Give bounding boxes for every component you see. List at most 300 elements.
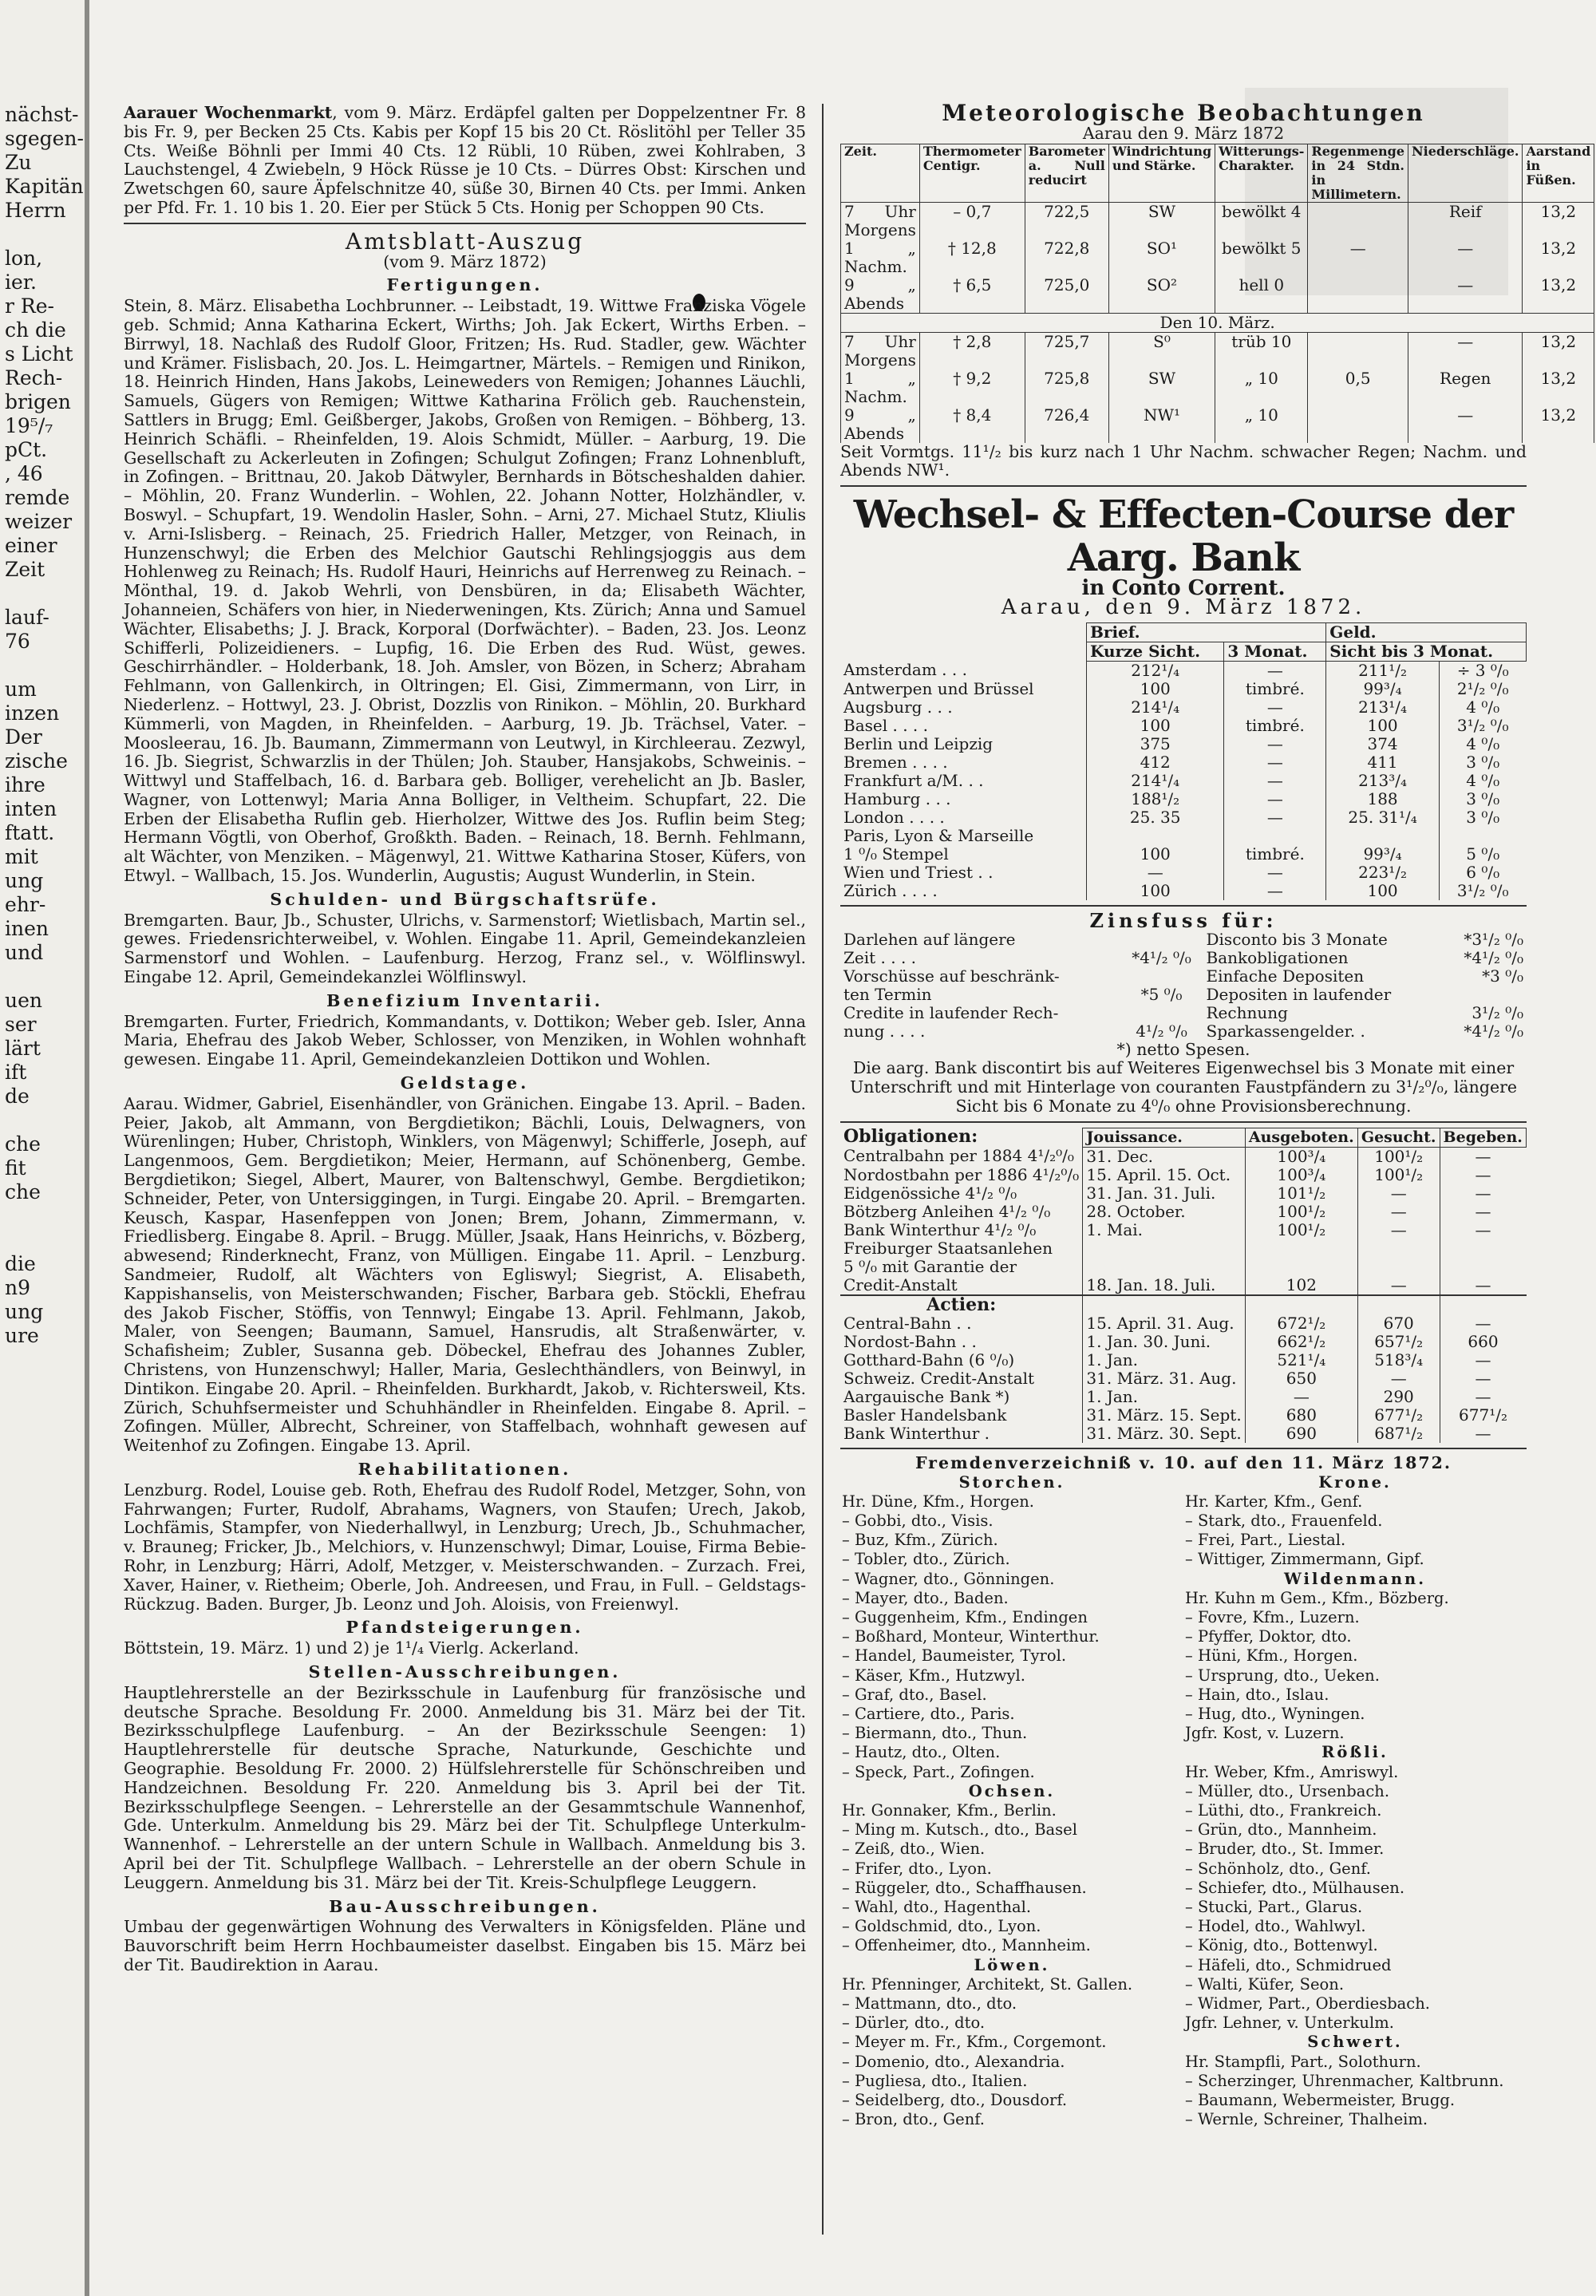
col-ausgeboten: Ausgeboten.	[1245, 1128, 1357, 1147]
rate-cell	[1224, 827, 1326, 845]
rate-cell: Paris, Lyon & Marseille	[843, 825, 1034, 845]
margin-fragment: mit	[5, 845, 38, 868]
stellen-text: Hauptlehrerstelle an der Bezirksschule in Laufenburg für französische und deutsche Sprache. Besoldung Fr. 2000. Anmeldung bis 31. März bei der Tit. Bezirksschulpflege Laufenburg. – An der Bezirksschule Seengen: 1) Hauptlehrerstelle für deutsche Sprache, Naturkunde, Geschichte und Geographie. Besoldung Fr. 2000. 2) Hülfslehrerstelle für Schönschreiben und Handzeichnen. Besoldung Fr. 220. Anmeldung bis 3. April bei der Tit. Bezirksschulpflege Seengen. – Lehrerstelle an der Gesammtschule Wannenhof, Gde. Unterkulm. Anmeldung bis 29. März bei der Tit. Schulpflege Unterkulm-Wannenhof. – Lehrerstelle an der untern Schule in Wallbach. Anmeldung bis 3. April bei der Tit. Schulpflege Wallbach. – Lehrerstelle an der obern Schule in Leuggern. Anmeldung bis 31. März bei der Tit. Kreis-Schulpflege Leuggern.	[124, 1682, 806, 1892]
margin-fragment: Rech-	[5, 366, 63, 389]
security-row	[840, 1147, 1527, 1166]
meteo-cell: „ 10	[1215, 406, 1308, 443]
margin-fragment: ihre	[5, 773, 45, 796]
interest-row	[840, 931, 1527, 949]
col-geld: Geld.	[1326, 622, 1527, 642]
margin-fragment: , 46	[5, 462, 43, 485]
meteo-cell: † 9,2	[919, 369, 1025, 406]
meteo-row	[841, 276, 1594, 314]
meteo-cell: hell 0	[1215, 276, 1308, 314]
meteo-cell: 725,7	[1025, 332, 1108, 369]
rate-cell: timbré.	[1224, 845, 1326, 863]
meteo-table	[840, 144, 1594, 443]
margin-fragment: nächst-	[5, 103, 79, 126]
interest-value: *5 ⁰/₀	[1140, 984, 1183, 1004]
security-cell: Basler Handelsbank	[843, 1405, 1007, 1425]
security-cell: —	[1440, 1314, 1526, 1333]
rate-cell: Wien und Triest . .	[843, 862, 994, 882]
meteo-cell: —	[1408, 276, 1523, 314]
meteo-cell: † 12,8	[919, 239, 1025, 276]
meteo-cell: 725,0	[1025, 276, 1108, 314]
rate-cell: Berlin und Leipzig	[843, 733, 994, 753]
guest-entry: – Häfeli, dto., Schmidrued	[1185, 1955, 1392, 1974]
security-cell: 521¹/₄	[1245, 1351, 1357, 1369]
meteo-cell: † 6,5	[919, 276, 1025, 314]
security-cell: —	[1357, 1184, 1440, 1203]
interest-row	[840, 1004, 1527, 1022]
meteo-cell: 726,4	[1025, 406, 1108, 443]
margin-fragment: pCt.	[5, 438, 48, 461]
margin-fragment: lon,	[5, 247, 43, 270]
meteo-title: Meteorologische Beobachtungen	[942, 100, 1425, 126]
security-cell: 31. Dec.	[1083, 1147, 1245, 1166]
guest-entry: – Goldschmid, dto., Lyon.	[842, 1917, 1041, 1936]
rate-cell: 4 ⁰/₀	[1439, 735, 1526, 753]
interest-value: *3 ⁰/₀	[1482, 966, 1523, 986]
security-cell: 100¹/₂	[1357, 1147, 1440, 1166]
guest-entry: – Grün, dto., Mannheim.	[1185, 1820, 1377, 1840]
meteo-cell: 1 „ Nachm.	[841, 369, 920, 406]
interest-label: Vorschüsse auf beschränk-	[843, 966, 1060, 986]
guest-entry: – Hug, dto., Wyningen.	[1185, 1705, 1365, 1723]
meteo-cell: „ 10	[1215, 369, 1308, 406]
meteo-row	[841, 202, 1594, 239]
guest-entry: – Domenio, dto., Alexandria.	[842, 2052, 1065, 2071]
geldstage-text: Aarau. Widmer, Gabriel, Eisenhändler, von Gränichen. Eingabe 13. April. – Baden. Peier, Jakob, alt Ammann, von Bergdietikon; Bächli, Louis, Delwagners, von Würenlingen; Huber, Christoph, Winklers, von Mägenwyl; Schifferle, Joseph, auf Langenmoos, Gem. Bergdietikon; Meier, Hermann, auf Schönenberg, Gembe. Bergdietikon; Siegel, Albert, Maurer, von Baltenschwyl, Gembe. Bergdietikon; Schneider, Peter, von Untersiggingen, in Turgi. Eingabe 20. April. – Bremgarten. Keusch, Kaspar, Hasenfeppen von Jonen; Brem, Johann, Zimmermann, v. Friedlisberg. Eingabe 8. April. – Brugg. Müller, Jsaak, Hans Heinrichs, v. Bözberg, abwesend; Rinderknecht, Franz, von Mülligen. Eingabe 11. April. – Lenzburg. Sandmeier, Rudolf, alt Wächters von Egliswyl; Siegrist, A. Elisabeth, Kappishanselis, von Meisterschwanden; Fischer, Barbara geb. Stöckli, Ehefrau des Jakob Fischer, Stöffis, von Tennwyl; Eingabe 13. April. Fehlmann, Jakob, Maler, von Seengen; Baumann, Samuel, Hansrudis, alt Straßenwärter, v. Schafisheim; Zubler, Susanna geb. Döbeckel, Ehefrau des Johannes Zubler, Christens, von Hunzenschwyl; Haller, Maria, Geslechthändlers, von Beinwyl, in Dintikon. Eingabe 20. April. – Rheinfelden. Burkhardt, Jakob, v. Richtersweil, Kts. Zürich, Schuhfsermeister und Schuhhändler in Rheinfelden. Eingabe 8. April. – Zofingen. Müller, Albrecht, Schreiner, von Staffelbach, wohnhaft gewesen auf Weitenhof zu Zofingen. Eingabe 13. April.	[124, 1093, 807, 1456]
rate-cell: 411	[1326, 753, 1440, 772]
col-3-monat: 3 Monat.	[1224, 642, 1326, 661]
security-row	[840, 1333, 1527, 1351]
meteo-col-header: Windrichtung und Stärke.	[1108, 144, 1215, 202]
divider	[840, 1448, 1527, 1449]
guest-entry: Hr. Weber, Kfm., Amriswyl.	[1185, 1762, 1399, 1781]
rate-cell: 214¹/₄	[1087, 698, 1224, 717]
meteo-cell: † 2,8	[919, 332, 1025, 369]
rate-cell: —	[1224, 790, 1326, 808]
security-cell: 677¹/₂	[1357, 1406, 1440, 1425]
rate-row	[840, 772, 1527, 790]
security-cell: —	[1357, 1221, 1440, 1239]
margin-fragment: r Re-	[5, 294, 54, 318]
meteo-cell: 13,2	[1523, 369, 1594, 406]
margin-fragment: und	[5, 941, 44, 964]
margin-fragment: Zu	[5, 151, 32, 174]
margin-fragment: che	[5, 1180, 41, 1203]
security-cell	[1245, 1258, 1357, 1276]
security-row	[840, 1388, 1527, 1406]
rate-cell: 3¹/₂ ⁰/₀	[1439, 882, 1526, 900]
wochenmarkt-text: , vom 9. März. Erdäpfel galten per Doppelzentner Fr. 8 bis Fr. 9, per Becken 25 Cts. Kabis per Kopf 15 bis 20 Ct. Röslitöhl per Teller 35 Cts. Weiße Böhnli per Immi 40 Cts. 12 Rübli, 10 Rüben, zwei Kohlraben, 3 Lauchstengel, 4 Zwiebeln, 9 Höck Rüsse je 10 Cts. – Dürres Obst: Kirschen und Zwetschgen 60, saure Äpfelschnitze 40, süße 30, Birnen 40 Cts. per Immi. Anken per Pfd. Fr. 1. 10 bis 1. 20. Eier per Stück 5 Cts. Honig per Schoppen 90 Cts.	[124, 103, 807, 217]
security-cell: —	[1440, 1184, 1526, 1203]
hotel-name: Schwert.	[1307, 2033, 1403, 2052]
rate-cell: 100	[1326, 882, 1440, 900]
meteo-cell: —	[1308, 239, 1408, 276]
meteo-cell	[1308, 406, 1408, 443]
security-cell: Freiburger Staatsanlehen	[843, 1238, 1053, 1258]
schulden-heading: Schulden- und Bürgschaftsrüfe.	[270, 889, 660, 909]
rate-cell: 25. 31¹/₄	[1326, 808, 1440, 827]
guest-entry: – Speck, Part., Zofingen.	[842, 1762, 1035, 1781]
rate-cell: 99³/₄	[1326, 845, 1440, 863]
security-cell: Bank Winterthur .	[843, 1423, 990, 1443]
guest-entry: Hr. Stampfli, Part., Solothurn.	[1185, 2052, 1421, 2071]
meteo-col-header: Niederschläge.	[1408, 144, 1523, 202]
security-cell: —	[1357, 1203, 1440, 1221]
meteo-cell	[1308, 332, 1408, 369]
stellen-heading: Stellen-Ausschreibungen.	[308, 1662, 622, 1681]
rate-cell: 211¹/₂	[1326, 661, 1440, 680]
left-column	[124, 104, 806, 1977]
margin-fragment: ehr-	[5, 893, 46, 916]
security-cell: —	[1440, 1276, 1526, 1295]
rate-row	[840, 882, 1527, 900]
interest-label: nung . . . .	[843, 1021, 926, 1041]
rate-cell: —	[1224, 753, 1326, 772]
rate-cell: 25. 35	[1087, 808, 1224, 827]
interest-value: *4¹/₂ ⁰/₀	[1464, 1021, 1523, 1041]
rate-cell: —	[1224, 808, 1326, 827]
security-cell: 100³/₄	[1245, 1166, 1357, 1184]
rate-cell: 374	[1326, 735, 1440, 753]
rate-cell: 2¹/₂ ⁰/₀	[1439, 680, 1526, 698]
guest-entry: – Schönholz, dto., Genf.	[1185, 1859, 1372, 1878]
rate-cell: —	[1224, 698, 1326, 717]
meteo-cell: —	[1408, 332, 1523, 369]
meteo-col-header: Regenmenge in 24 Stdn. in Millimetern.	[1308, 144, 1408, 202]
guest-entry: – Scherzinger, Uhrenmacher, Kaltbrunn.	[1185, 2071, 1504, 2090]
interest-label: Sparkassengelder. .	[1206, 1021, 1365, 1041]
meteo-cell: 9 „ Abends	[841, 406, 920, 443]
margin-fragment: ung	[5, 1300, 44, 1323]
margin-fragment: ure	[5, 1324, 39, 1347]
rate-cell: 3 ⁰/₀	[1439, 808, 1526, 827]
rate-cell: —	[1224, 772, 1326, 790]
security-cell: 687¹/₂	[1357, 1425, 1440, 1443]
meteo-cell: Reif	[1408, 202, 1523, 239]
security-cell: Aargauische Bank *)	[843, 1386, 1010, 1406]
meteo-note: Seit Vormtgs. 11¹/₂ bis kurz nach 1 Uhr Nachm. schwacher Regen; Nachm. und Abends NW¹.	[840, 441, 1527, 480]
margin-fragment: die	[5, 1252, 36, 1275]
security-cell: Bötzberg Anleihen 4¹/₂ ⁰/₀	[843, 1201, 1051, 1221]
guest-entry: – Gobbi, dto., Visis.	[842, 1511, 994, 1530]
rate-cell: 188	[1326, 790, 1440, 808]
interest-label: Disconto bis 3 Monate	[1206, 929, 1388, 949]
guest-entry: – Buz, Kfm., Zürich.	[842, 1531, 998, 1550]
rehabilitationen-text: Lenzburg. Rodel, Louise geb. Roth, Ehefrau des Rudolf Rodel, Metzger, Sohn, von Fahrwangen; Furter, Rudolf, Abrahams, Wagners, von Staufen; Urech, Jakob, Lochfämis, Stampfer, von Niederhallwyl, in Lenzburg; Urech, Jb., Schuhmacher, v. Brauneg; Fricker, Jb., Melchiors, v. Hunzenschwyl; Dimar, Louise, Firma Bebie-Rohr, in Lenzburg; Härri, Adolf, Metzger, v. Meisterschwanden. – Zurzach. Frei, Xaver, Hainer, v. Rietheim; Oberle, Joh. Andreesen, und Frau, in Full. – Geldstags-Rückzug. Baden. Burger, Jb. Leonz und Joh. Aloisis, von Freienwyl.	[124, 1480, 806, 1614]
interest-label: ten Termin	[843, 984, 932, 1004]
guest-entry: – Bruder, dto., St. Immer.	[1185, 1840, 1385, 1859]
interest-value	[1120, 931, 1203, 949]
rate-cell: 5 ⁰/₀	[1439, 845, 1526, 863]
security-cell: Central-Bahn . .	[843, 1313, 972, 1333]
amtsblatt-title: Amtsblatt-Auszug	[345, 227, 585, 255]
margin-fragment: ftatt.	[5, 821, 55, 844]
security-cell: 680	[1245, 1406, 1357, 1425]
security-cell: 101¹/₂	[1245, 1184, 1357, 1203]
bank-date: Aarau, den 9. März 1872.	[1001, 595, 1366, 619]
security-cell	[1357, 1258, 1440, 1276]
divider	[840, 485, 1527, 487]
rate-cell: 100	[1326, 717, 1440, 735]
securities-table	[840, 1128, 1527, 1443]
security-cell: 672¹/₂	[1245, 1314, 1357, 1333]
meteo-cell: bewölkt 5	[1215, 239, 1308, 276]
margin-fragment: inten	[5, 797, 57, 820]
rate-cell: 4 ⁰/₀	[1439, 772, 1526, 790]
benefizium-heading: Benefizium Inventarii.	[326, 990, 603, 1010]
margin-fragment: uen	[5, 989, 42, 1012]
guest-entry: – Offenheimer, dto., Mannheim.	[842, 1936, 1091, 1955]
margin-fragment: sgegen-	[5, 127, 84, 150]
security-cell: —	[1440, 1166, 1526, 1184]
meteo-cell: 7 Uhr Morgens	[841, 332, 920, 369]
security-cell: Eidgenössiche 4¹/₂ ⁰/₀	[843, 1183, 1017, 1203]
guest-entry: – Fovre, Kfm., Luzern.	[1185, 1607, 1360, 1626]
security-cell: 15. April. 31. Aug.	[1083, 1314, 1245, 1333]
meteo-col-header: Witterungs-Charakter.	[1215, 144, 1308, 202]
rate-cell: 4 ⁰/₀	[1439, 698, 1526, 717]
guest-entry: Hr. Kuhn m Gem., Kfm., Bözberg.	[1185, 1588, 1449, 1607]
security-cell: 1. Jan. 30. Juni.	[1083, 1333, 1245, 1351]
guest-entry: – Käser, Kfm., Hutzwyl.	[842, 1666, 1025, 1685]
rate-cell	[1087, 827, 1224, 845]
security-cell	[1357, 1239, 1440, 1258]
rehabilitationen-heading: Rehabilitationen.	[358, 1459, 572, 1479]
security-cell: —	[1440, 1388, 1526, 1406]
bank-subtitle: in Conto Corrent.	[1081, 576, 1286, 601]
exchange-rates-table	[840, 622, 1527, 900]
margin-fragment: ung	[5, 869, 44, 892]
rate-row	[840, 698, 1527, 717]
meteo-row	[841, 239, 1594, 276]
security-cell: 650	[1245, 1369, 1357, 1388]
bank-title: Wechsel- & Effecten-Course der Aarg. Bank	[853, 492, 1514, 581]
guest-entry: – Ming m. Kutsch., dto., Basel	[842, 1820, 1077, 1840]
meteo-cell: SO¹	[1108, 239, 1215, 276]
rate-cell: Bremen . . . .	[843, 752, 948, 772]
hotel-name: Storchen.	[958, 1472, 1065, 1492]
security-cell: Centralbahn per 1884 4¹/₂⁰/₀	[843, 1146, 1074, 1166]
security-cell: 100¹/₂	[1245, 1221, 1357, 1239]
col-gesucht: Gesucht.	[1357, 1128, 1440, 1147]
rate-cell: 223¹/₂	[1326, 863, 1440, 882]
interest-label: Rechnung	[1206, 1002, 1288, 1022]
guest-entry: Jgfr. Kost, v. Luzern.	[1185, 1724, 1345, 1743]
rate-cell: —	[1087, 863, 1224, 882]
rate-cell: 100	[1087, 680, 1224, 698]
margin-fragment: einer	[5, 534, 57, 557]
rate-row	[840, 808, 1527, 827]
rate-row	[840, 863, 1527, 882]
security-cell: —	[1440, 1425, 1526, 1443]
amtsblatt-date: (vom 9. März 1872)	[383, 251, 547, 271]
divider	[840, 1121, 1527, 1123]
interest-value: 4¹/₂ ⁰/₀	[1136, 1021, 1187, 1041]
guest-entry: – Zeiß, dto., Wien.	[842, 1840, 986, 1859]
security-row	[840, 1166, 1527, 1184]
margin-fragment: zische	[5, 749, 68, 773]
security-row	[840, 1425, 1527, 1443]
security-cell: Nordost-Bahn . .	[843, 1331, 977, 1351]
adjacent-page-fragment	[0, 0, 89, 2296]
margin-fragment: ch die	[5, 318, 66, 342]
security-row	[840, 1258, 1527, 1276]
guest-entry: – Stark, dto., Frauenfeld.	[1185, 1511, 1383, 1530]
interest-value	[1120, 1004, 1203, 1022]
rate-cell: timbré.	[1224, 680, 1326, 698]
security-cell: 518³/₄	[1357, 1351, 1440, 1369]
guest-entry: – Biermann, dto., Thun.	[842, 1724, 1028, 1743]
margin-fragment: brigen	[5, 390, 71, 413]
guest-entry: Hr. Gonnaker, Kfm., Berlin.	[842, 1801, 1057, 1820]
rate-cell: Zürich . . . .	[843, 880, 938, 900]
security-cell: —	[1440, 1369, 1526, 1388]
guest-entry: – Baumann, Webermeister, Brugg.	[1185, 2091, 1456, 2110]
interest-row	[840, 1022, 1527, 1041]
meteo-cell: —	[1408, 239, 1523, 276]
guest-entry: – König, dto., Bottenwyl.	[1185, 1936, 1378, 1955]
rate-row	[840, 753, 1527, 772]
guest-entry: – Wagner, dto., Gönningen.	[842, 1569, 1055, 1588]
security-cell: 31. März. 15. Sept.	[1083, 1406, 1245, 1425]
rate-cell: 99³/₄	[1326, 680, 1440, 698]
geldstage-heading: Geldstage.	[400, 1073, 530, 1093]
security-cell: 28. October.	[1083, 1203, 1245, 1221]
security-row	[840, 1406, 1527, 1425]
security-cell: 102	[1245, 1276, 1357, 1295]
guest-entry: – Müller, dto., Ursenbach.	[1185, 1781, 1390, 1800]
rate-row	[840, 735, 1527, 753]
column-divider	[822, 104, 824, 2235]
security-cell: 660	[1440, 1333, 1526, 1351]
disconto-note: Die aarg. Bank discontirt bis auf Weiteres Eigenwechsel bis 3 Monate mit einer Unterschrift und mit Hinterlage von couranten Faustpfändern zu 3¹/₂⁰/₀, längere Sicht bis 6 Monate zu 4⁰/₀ ohne Provisionsberechnung.	[849, 1058, 1518, 1116]
guest-entry: – Seidelberg, dto., Dousdorf.	[842, 2091, 1068, 2110]
security-cell: 15. April. 15. Oct.	[1083, 1166, 1245, 1184]
guest-entry: Hr. Karter, Kfm., Genf.	[1185, 1492, 1363, 1511]
margin-fragment: ser	[5, 1013, 37, 1036]
security-cell: —	[1440, 1203, 1526, 1221]
guest-entry: – Mayer, dto., Baden.	[842, 1588, 1009, 1607]
security-cell: 31. März. 31. Aug.	[1083, 1369, 1245, 1388]
security-cell: 100¹/₂	[1245, 1203, 1357, 1221]
actien-heading: Actien:	[840, 1295, 1083, 1314]
margin-fragment: lärt	[5, 1037, 41, 1060]
meteo-cell: trüb 10	[1215, 332, 1308, 369]
hotel-name: Ochsen.	[968, 1781, 1056, 1800]
meteo-cell: 0,5	[1308, 369, 1408, 406]
fertigungen-heading: Fertigungen.	[386, 275, 543, 295]
guest-entry: – Wernle, Schreiner, Thalheim.	[1185, 2110, 1428, 2129]
security-row	[840, 1239, 1527, 1258]
schulden-text: Bremgarten. Baur, Jb., Schuster, Ulrichs, v. Sarmenstorf; Wietlisbach, Martin sel., gewes. Friedensrichterweibel, v. Wohlen. Eingabe 11. April, Gemeindekanzleien Sarmenstorf und Wohlen. – Laufenburg. Herzog, Franz sel., v. Wölflinswyl. Eingabe 12. April, Gemeindekanzlei Wölflinswyl.	[124, 910, 806, 987]
rate-cell: Antwerpen und Brüssel	[843, 678, 1034, 698]
meteo-cell: 13,2	[1523, 276, 1594, 314]
rate-cell: London . . . .	[843, 807, 945, 827]
hotel-name: Wildenmann.	[1283, 1569, 1426, 1588]
guest-entry: – Schiefer, dto., Mülhausen.	[1185, 1878, 1405, 1897]
margin-fragment: fit	[5, 1156, 26, 1180]
interest-label: Einfache Depositen	[1206, 966, 1365, 986]
meteo-cell: 13,2	[1523, 239, 1594, 276]
guest-entry: – Pugliesa, dto., Italien.	[842, 2071, 1028, 2090]
hotel-name: Löwen.	[974, 1955, 1050, 1974]
guest-entry: Jgfr. Lehner, v. Unterkulm.	[1185, 2013, 1394, 2033]
meteo-cell: SW	[1108, 202, 1215, 239]
meteo-subtitle: Aarau den 9. März 1872	[1082, 123, 1285, 143]
security-cell: 662¹/₂	[1245, 1333, 1357, 1351]
guest-entry: – Wahl, dto., Hagenthal.	[842, 1898, 1032, 1917]
security-cell: —	[1440, 1221, 1526, 1239]
rate-row	[840, 661, 1527, 680]
rate-cell: 100	[1087, 882, 1224, 900]
meteo-cell: † 8,4	[919, 406, 1025, 443]
guest-entry: – Rüggeler, dto., Schaffhausen.	[842, 1878, 1087, 1897]
rate-cell: —	[1224, 661, 1326, 680]
rate-cell: —	[1224, 735, 1326, 753]
margin-fragment: ift	[5, 1061, 27, 1084]
col-sicht-3-monat: Sicht bis 3 Monat.	[1326, 642, 1527, 661]
rate-cell: Basel . . . .	[843, 715, 928, 735]
guest-entry: – Hain, dto., Islau.	[1185, 1685, 1329, 1704]
security-row	[840, 1184, 1527, 1203]
benefizium-text: Bremgarten. Furter, Friedrich, Kommandants, v. Dottikon; Weber geb. Isler, Anna Maria, Ehefrau des Jakob Weber, Schlosser, von Menziken, in Wohlen wohnhaft gewesen. Eingabe 11. April, Gemeindekanzleien Dottikon und Wohlen.	[124, 1011, 806, 1069]
margin-fragment: um	[5, 678, 37, 701]
interest-label: Credite in laufender Rech-	[843, 1002, 1059, 1022]
rate-cell: 3 ⁰/₀	[1439, 753, 1526, 772]
security-cell: 1. Jan.	[1083, 1388, 1245, 1406]
guest-list	[840, 1473, 1527, 2130]
meteo-cell: 1 „ Nachm.	[841, 239, 920, 276]
obligationen-heading: Obligationen:	[843, 1126, 978, 1148]
rate-cell: 3 ⁰/₀	[1439, 790, 1526, 808]
meteo-cell: 9 „ Abends	[841, 276, 920, 314]
security-cell: 1. Jan.	[1083, 1351, 1245, 1369]
guest-entry: – Hüni, Kfm., Horgen.	[1185, 1646, 1358, 1666]
meteo-cell: NW¹	[1108, 406, 1215, 443]
rate-cell: —	[1224, 882, 1326, 900]
security-cell: —	[1440, 1351, 1526, 1369]
margin-fragment: 19⁵/₇	[5, 414, 53, 437]
meteo-cell: bewölkt 4	[1215, 202, 1308, 239]
interest-value: *3¹/₂ ⁰/₀	[1464, 929, 1523, 949]
margin-fragment: inen	[5, 917, 49, 940]
security-cell: Credit-Anstalt	[843, 1274, 958, 1294]
interest-value: *4¹/₂ ⁰/₀	[1464, 947, 1523, 967]
rate-cell: Amsterdam . . .	[843, 660, 967, 680]
divider	[840, 905, 1527, 907]
margin-fragment: Herrn	[5, 199, 66, 222]
security-cell	[1440, 1258, 1526, 1276]
guest-entry: – Lüthi, dto., Frankreich.	[1185, 1801, 1382, 1820]
rate-cell: 3¹/₂ ⁰/₀	[1439, 717, 1526, 735]
security-cell: 677¹/₂	[1440, 1406, 1526, 1425]
security-row	[840, 1314, 1527, 1333]
margin-fragment: Kapitän	[5, 175, 84, 198]
hotel-name: Rößli.	[1321, 1743, 1389, 1762]
security-cell: 290	[1357, 1388, 1440, 1406]
rate-cell: 213¹/₄	[1326, 698, 1440, 717]
security-cell: 100³/₄	[1245, 1147, 1357, 1166]
security-cell: —	[1357, 1369, 1440, 1388]
rate-cell: 212¹/₄	[1087, 661, 1224, 680]
rate-cell: 213³/₄	[1326, 772, 1440, 790]
col-begeben: Begeben.	[1440, 1128, 1526, 1147]
rate-row	[840, 717, 1527, 735]
